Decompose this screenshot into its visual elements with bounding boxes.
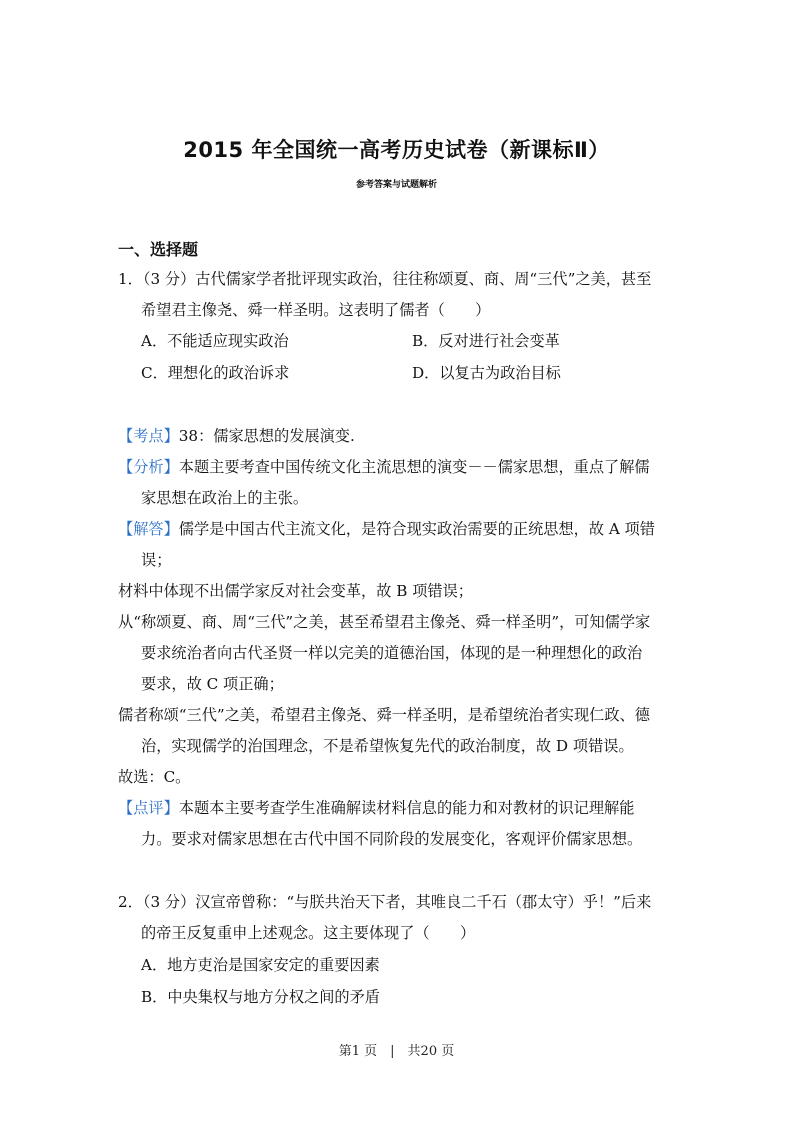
q2-option-a: A．地方吏治是国家安定的重要因素	[141, 956, 380, 974]
jieda-tag: 【解答】	[118, 520, 179, 538]
q1-option-d: D．以复古为政治目标	[412, 364, 561, 382]
jieda-text-1: 儒学是中国古代主流文化，是符合现实政治需要的正统思想，故 A 项错	[178, 520, 655, 538]
q1-dianping	[118, 798, 634, 818]
dianping-text-2: 力。要求对儒家思想在古代中国不同阶段的发展变化，客观评价儒家思想。	[141, 830, 643, 848]
fenxi-text-1: 本题主要考查中国传统文化主流思想的演变－－儒家思想，重点了解儒	[178, 458, 650, 476]
page-title: 2015 年全国统一高考历史试卷（新课标Ⅱ）	[183, 138, 610, 162]
q1-option-a: A．不能适应现实政治	[141, 332, 289, 350]
fenxi-text-2: 家思想在政治上的主张。	[141, 489, 309, 507]
jieda-para-3-line1: 儒者称颂“三代”之美，希望君主像尧、舜一样圣明，是希望统治者实现仁政、德	[118, 706, 650, 724]
q1-jieda	[118, 519, 655, 539]
q2-stem-line2: 的帝王反复重申上述观念。这主要体现了（ ）	[141, 924, 476, 942]
page-subtitle: 参考答案与试题解析	[355, 180, 437, 190]
section-title: 一、选择题	[118, 240, 199, 259]
q1-stem-line1: 1．（3 分）古代儒家学者批评现实政治，往往称颂夏、商、周“三代”之美，甚至	[118, 270, 652, 288]
q1-fenxi	[118, 457, 650, 477]
jieda-para-2-line1: 从“称颂夏、商、周“三代”之美，甚至希望君主像尧、舜一样圣明”，可知儒学家	[118, 613, 651, 631]
q1-option-b: B．反对进行社会变革	[412, 332, 560, 350]
page-footer: 第1 页 | 共20 页	[338, 1044, 455, 1059]
dianping-text-1: 本题本主要考查学生准确解读材料信息的能力和对教材的识记理解能	[178, 799, 635, 817]
dianping-tag: 【点评】	[118, 799, 179, 817]
jieda-text-2: 误；	[141, 551, 172, 569]
q2-option-b: B．中央集权与地方分权之间的矛盾	[141, 988, 380, 1006]
q1-option-c: C．理想化的政治诉求	[141, 364, 290, 382]
kaodian-tag: 【考点】	[118, 427, 179, 445]
fenxi-tag: 【分析】	[118, 458, 179, 476]
q1-stem-line2: 希望君主像尧、舜一样圣明。这表明了儒者（ ）	[141, 301, 491, 319]
q2-stem-line1: 2．（3 分）汉宣帝曾称：“与朕共治天下者，其唯良二千石（郡太守）乎！”后来	[118, 893, 652, 911]
jieda-para-2-line3: 要求，故 C 项正确；	[141, 675, 284, 693]
kaodian-text: 38：儒家思想的发展演变.	[178, 427, 355, 445]
q1-kaodian	[118, 426, 355, 446]
jieda-para-2-line2: 要求统治者向古代圣贤一样以完美的道德治国，体现的是一种理想化的政治	[141, 644, 643, 662]
jieda-para-3-line2: 治，实现儒学的治国理念，不是希望恢复先代的政治制度，故 D 项错误。	[141, 737, 634, 755]
q1-answer: 故选：C。	[118, 768, 191, 786]
jieda-para-1: 材料中体现不出儒学家反对社会变革，故 B 项错误；	[118, 582, 473, 600]
